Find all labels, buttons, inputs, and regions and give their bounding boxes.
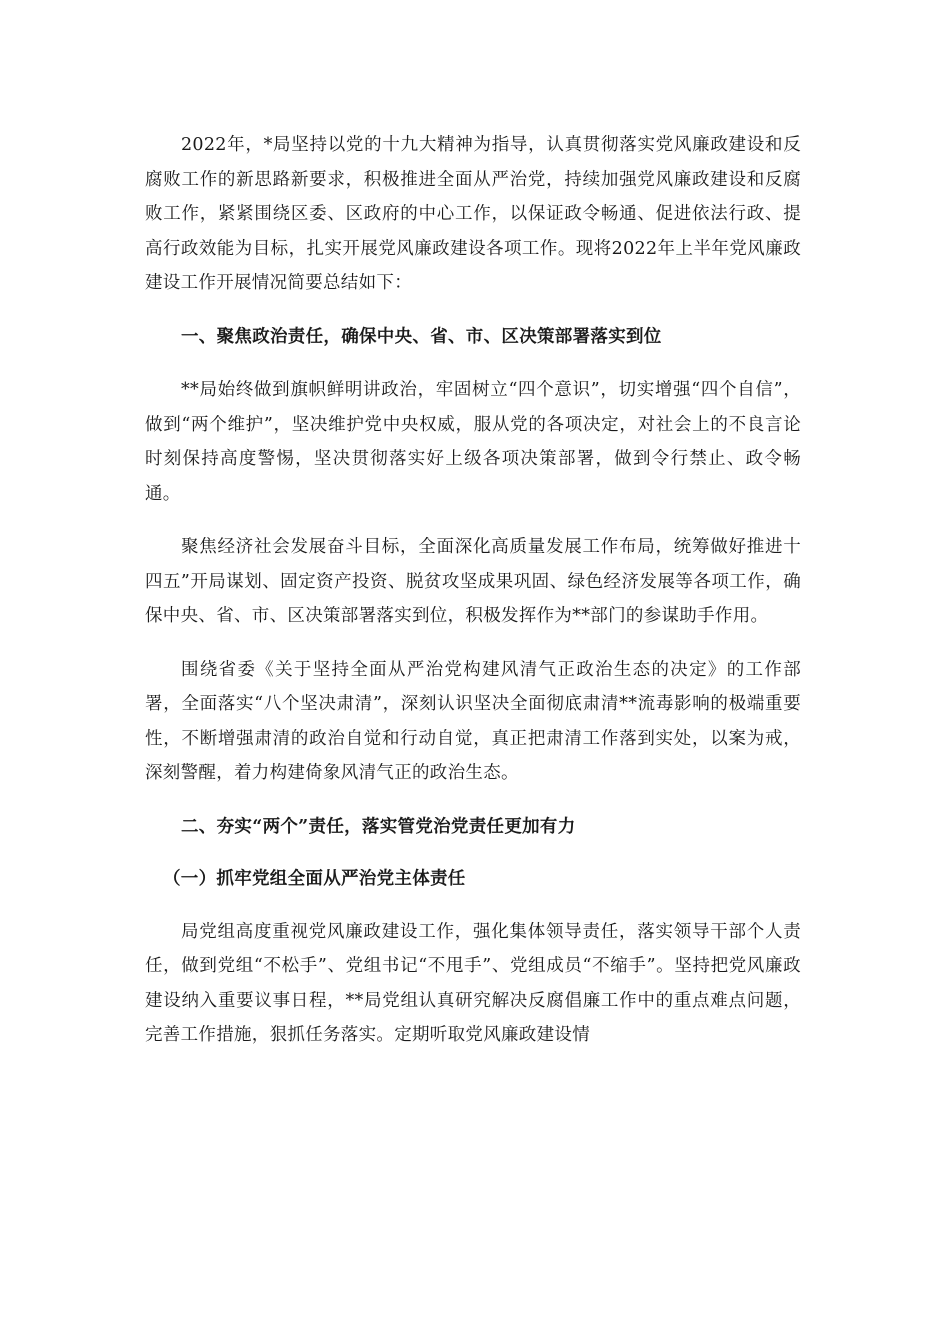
section-2-paragraph: 局党组高度重视党风廉政建设工作，强化集体领导责任，落实领导干部个人责任，做到党组“不松手”、党组书记“不甩手”、党组成员“不缩手”。坚持把党风廉政建设纳入重要议事日程，**局党组认真研究解决反腐倡廉工作中的重点难点问题，完善工作措施，狠抓任务落实。定期听取党风廉政建设情 — [145, 921, 801, 1045]
section-1-paragraph-3: 围绕省委《关于坚持全面从严治党构建风清气正政治生态的决定》的工作部署，全面落实“八个坚决肃清”，深刻认识坚决全面彻底肃清**流毒影响的极端重要性，不断增强肃清的政治自觉和行动自觉，真正把肃清工作落到实处，以案为戒，深刻警醒，着力构建倚象风清气正的政治生态。 — [145, 659, 801, 783]
section-1-heading: 一、聚焦政治责任，确保中央、省、市、区决策部署落实到位 — [181, 326, 662, 347]
section-2-heading: 二、夯实“两个”责任，落实管党治党责任更加有力 — [181, 816, 576, 837]
section-1-paragraph-1: **局始终做到旗帜鲜明讲政治，牢固树立“四个意识”，切实增强“四个自信”，做到“两个维护”，坚决维护党中央权威，服从党的各项决定，对社会上的不良言论时刻保持高度警惕，坚决贯彻落实好上级各项决策部署，做到令行禁止、政令畅通。 — [145, 380, 801, 504]
section-1-paragraph-2: 聚焦经济社会发展奋斗目标，全面深化高质量发展工作布局，统筹做好推进十四五”开局谋划、固定资产投资、脱贫攻坚成果巩固、绿色经济发展等各项工作，确保中央、省、市、区决策部署落实到位，积极发挥作为**部门的参谋助手作用。 — [145, 537, 801, 626]
document-page — [145, 128, 801, 1053]
section-2-subheading: （一）抓牢党组全面从严治党主体责任 — [163, 869, 466, 889]
intro-paragraph: 2022年，*局坚持以党的十九大精神为指导，认真贯彻落实党风廉政建设和反腐败工作的新思路新要求，积极推进全面从严治党，持续加强党风廉政建设和反腐败工作，紧紧围绕区委、区政府的中心工作，以保证政令畅通、促进依法行政、提高行政效能为目标，扎实开展党风廉政建设各项工作。现将2022年上半年党风廉政建设工作开展情况简要总结如下： — [145, 135, 801, 293]
